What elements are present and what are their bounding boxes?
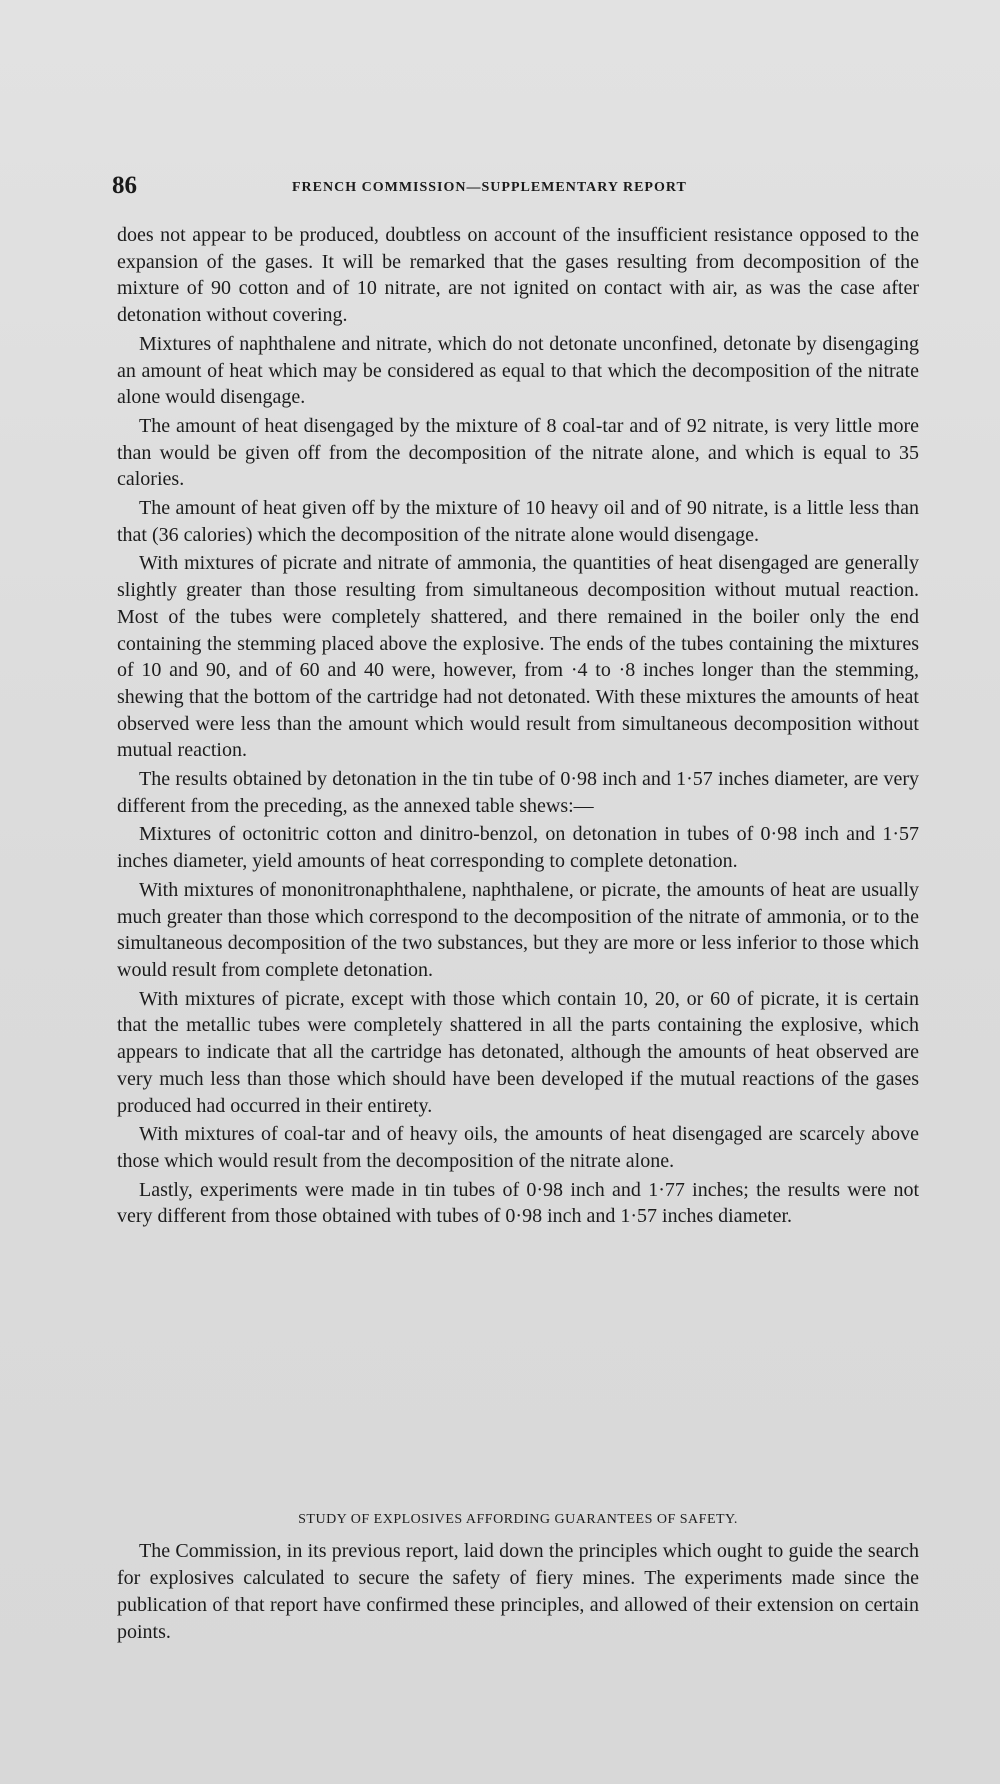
paragraph-continuation: does not appear to be produced, doubtless on account of the insufficient resistance opposed to the expansion of the gases. It will be remarked that the gases resulting from decomposition of the mixture of 90 cotton and of 10 nitrate, are not ignited on contact with air, as was the case after detonation without covering. — [117, 224, 919, 327]
paragraph-octonitric-cotton: Mixtures of octonitric cotton and dinitro-benzol, on detonation in tubes of 0·98 inch and 1·57 inches diameter, yield amounts of heat corresponding to complete detonation. — [117, 823, 919, 873]
section-heading: STUDY OF EXPLOSIVES AFFORDING GUARANTEES OF SAFETY. — [298, 1512, 738, 1527]
paragraph-commission: The Commission, in its previous report, laid down the principles which ought to guide the search for explosives calculated to secure the safety of fiery mines. The experiments made since the publication of that report have confirmed these principles, and allowed of their extension on certain points. — [117, 1540, 919, 1643]
paragraph-heavy-oil: The amount of heat given off by the mixture of 10 heavy oil and of 90 nitrate, is a little less than that (36 calories) which the decomposition of the nitrate alone would disengage. — [117, 497, 919, 546]
paragraph-tin-tube-results: The results obtained by detonation in the tin tube of 0·98 inch and 1·57 inches diameter, are very different from the preceding, as the annexed table shews:— — [117, 768, 919, 817]
running-head: FRENCH COMMISSION—SUPPLEMENTARY REPORT — [292, 180, 687, 195]
section-text — [117, 1538, 919, 1646]
paragraph-coal-tar-heavy-oils: With mixtures of coal-tar and of heavy oils, the amounts of heat disengaged are scarcely above those which would result from the decomposition of the nitrate alone. — [117, 1123, 919, 1172]
paragraph-picrate-nitrate: With mixtures of picrate and nitrate of ammonia, the quantities of heat disengaged are generally slightly greater than those resulting from simultaneous decomposition without mutual reaction. Most of the tubes were completely shattered, and there remained in the boiler only the end containing the stemming placed above the explosive. The ends of the tubes containing the mixtures of 10 and 90, and of 60 and 40 were, however, from ·4 to ·8 inches longer than the stemming, shewing that the bottom of the cartridge had not detonated. With these mixtures the amounts of heat observed were less than the amount which would result from simultaneous decomposition without mutual reaction. — [117, 552, 919, 762]
paragraph-mononitronaphthalene: With mixtures of mononitronaphthalene, naphthalene, or picrate, the amounts of heat are usually much greater than those which correspond to the decomposition of the nitrate of ammonia, or to the simultaneous decomposition of the two substances, but they are more or less inferior to those which would result from complete detonation. — [117, 878, 919, 981]
page-header — [112, 172, 922, 204]
body-text — [117, 222, 919, 1232]
page-number: 86 — [112, 172, 137, 199]
paragraph-coal-tar: The amount of heat disengaged by the mixture of 8 coal-tar and of 92 nitrate, is very little more than would be given off from the decomposition of the nitrate alone, and which is equal to 35 calories. — [117, 414, 919, 491]
paragraph-lastly: Lastly, experiments were made in tin tubes of 0·98 inch and 1·77 inches; the results were not very different from those obtained with tubes of 0·98 inch and 1·57 inches diameter. — [117, 1178, 919, 1228]
paragraph-naphthalene: Mixtures of naphthalene and nitrate, which do not detonate unconfined, detonate by disengaging an amount of heat which may be considered as equal to that which the decomposition of the nitrate alone would disengage. — [117, 332, 919, 409]
paragraph-picrate-mixtures: With mixtures of picrate, except with those which contain 10, 20, or 60 of picrate, it is certain that the metallic tubes were completely shattered in all the parts containing the explosive, which appears to indicate that all the cartridge has detonated, although the amounts of heat observed are very much less than those which should have been developed if the mutual reactions of the gases produced had occurred in their entirety. — [117, 987, 919, 1117]
